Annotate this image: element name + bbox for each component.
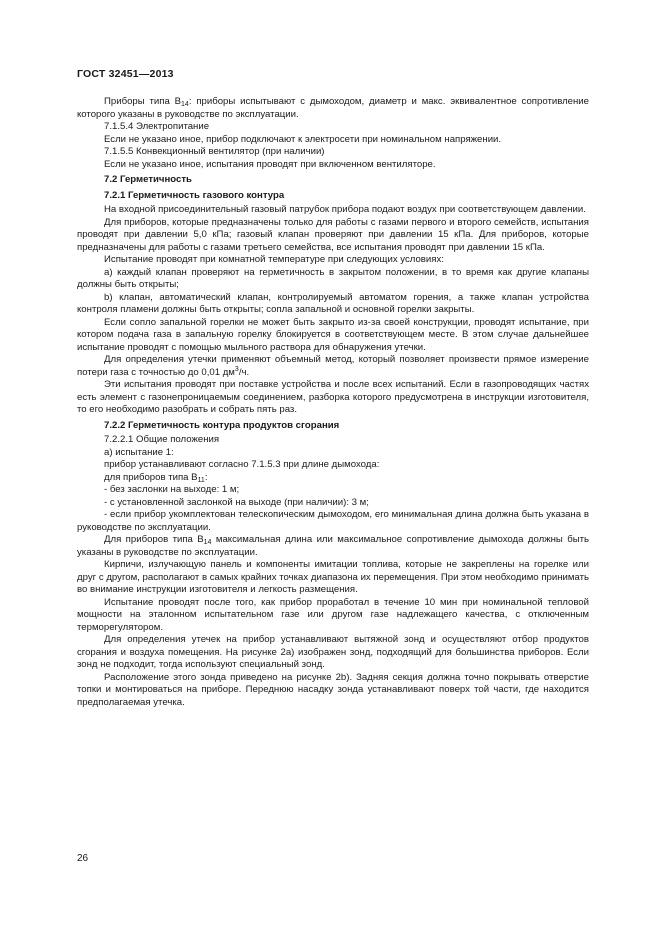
paragraph: [77, 96, 589, 121]
paragraph: прибор устанавливают согласно 7.1.5.3 при длине дымохода:: [104, 459, 380, 470]
paragraph: Испытание проводят при комнатной температуре при следующих условиях:: [104, 254, 444, 265]
text-segment: /ч.: [238, 366, 250, 378]
document-header: ГОСТ 32451—2013: [77, 68, 174, 80]
dash-item: - если прибор укомплектован телескопическим дымоходом, его минимальная длина должна быть указана в руководстве по эксплуатации.: [77, 509, 589, 533]
text-segment: Приборы типа B: [104, 96, 182, 107]
paragraph: [77, 534, 589, 559]
paragraph: Кирпичи, излучающую панель и компоненты имитации топлива, которые не закреплены на горелке или друг с другом, располагают в самых крайних точках диапазона их перемещения. При этом необходимо принимать во внимание инструкции изготовителя и легкость размещения.: [77, 559, 589, 595]
text-segment: Для определения утечки применяют объемный метод, который позволяет произвести прямое измерение потери газа с точностью до 0,01 дм: [77, 354, 589, 378]
paragraph: [77, 354, 589, 379]
text-segment: : приборы испытывают с дымоходом, диаметр и макс. эквивалентное сопротивление которого указаны в руководстве по эксплуатации.: [77, 96, 590, 120]
list-item-a: a) каждый клапан проверяют на герметичность в закрытом положении, в то время как другие клапаны должны быть открыты;: [77, 266, 589, 290]
paragraph: Эти испытания проводят при поставке устройства и после всех испытаний. Если в газопроводящих частях есть элемент с газонепроницаемым соединением, разборка которого предусмотрена в инструкции изготовителя, то его необходимо разобрать и собрать пять раз.: [77, 379, 589, 415]
dash-item: - с установленной заслонкой на выходе (при наличии): 3 м;: [104, 496, 369, 508]
list-item-a: a) испытание 1:: [104, 446, 174, 458]
text-segment: Для приборов типа B: [104, 534, 204, 545]
section-7-1-5-5: 7.1.5.5 Конвекционный вентилятор (при наличии): [104, 146, 325, 157]
text-segment: :: [204, 471, 208, 483]
subscript: 11: [197, 476, 205, 484]
paragraph: Для приборов, которые предназначены только для работы с газами первого и второго семейств, испытания проводят при давлении 5,0 кПа; газовый клапан проверяют при давлении 15 кПа. Для приборов, которые предназначены для работы с газами третьего семейства, все испытания проводят при давлении 15 кПа.: [77, 216, 589, 253]
paragraph: Испытание проводят после того, как прибор проработал в течение 10 мин при номинальной тепловой мощности на эталонном испытательном газе или другом газе надлежащего качества, с отключенным терморегулятором.: [77, 596, 589, 633]
superscript: 3: [234, 365, 239, 373]
text-segment: для приборов типа B: [104, 471, 198, 483]
paragraph: Расположение этого зонда приведено на рисунке 2b). Задняя секция должна точно покрывать отверстие топки и монтироваться на приборе. Переднюю насадку зонда устанавливают поверх той части, где находится предполагаемая утечка.: [77, 671, 589, 708]
section-7-2-2-1: 7.2.2.1 Общие положения: [104, 434, 220, 445]
paragraph: [77, 472, 589, 485]
document-body: [77, 96, 589, 709]
dash-item: - без заслонки на выходе: 1 м;: [104, 484, 240, 495]
subscript: 14: [181, 101, 189, 108]
subscript: 14: [203, 539, 212, 546]
text-segment: максимальная длина или максимальное сопротивление дымохода должны быть указаны в руководстве по эксплуатации.: [77, 534, 589, 558]
list-item-b: b) клапан, автоматический клапан, контролируемый автоматом горения, а также клапан устройства контроля пламени должны быть открыты; сопла запальной и основной горелки закрыты.: [77, 291, 589, 315]
paragraph: На входной присоединительный газовый патрубок прибора подают воздух при соответствующем давлении.: [104, 204, 586, 215]
paragraph: Если не указано иное, испытания проводят при включенном вентиляторе.: [104, 158, 436, 170]
heading-7-2: 7.2 Герметичность: [104, 174, 192, 185]
heading-7-2-2: 7.2.2 Герметичность контура продуктов сгорания: [104, 419, 340, 431]
paragraph: Если не указано иное, прибор подключают к электросети при номинальном напряжении.: [104, 133, 502, 145]
paragraph: Для определения утечек на прибор устанавливают вытяжной зонд и осуществляют отбор продуктов сгорания и воздуха помещения. На рисунке 2a) изображен зонд, подходящий для большинства приборов. Если зонд не подходит, тогда используют специальный зонд.: [77, 634, 589, 670]
paragraph: Если сопло запальной горелки не может быть закрыто из-за своей конструкции, проводят испытание, при котором подача газа в запальную горелку блокируется в соответствующем месте. В этом случае дальнейшее испытание проводят с помощью мыльного раствора для обнаружения утечки.: [77, 316, 589, 353]
heading-7-2-1: 7.2.1 Герметичность газового контура: [104, 189, 285, 201]
section-7-1-5-4: 7.1.5.4 Электропитание: [104, 121, 210, 132]
page-number: 26: [77, 853, 89, 864]
